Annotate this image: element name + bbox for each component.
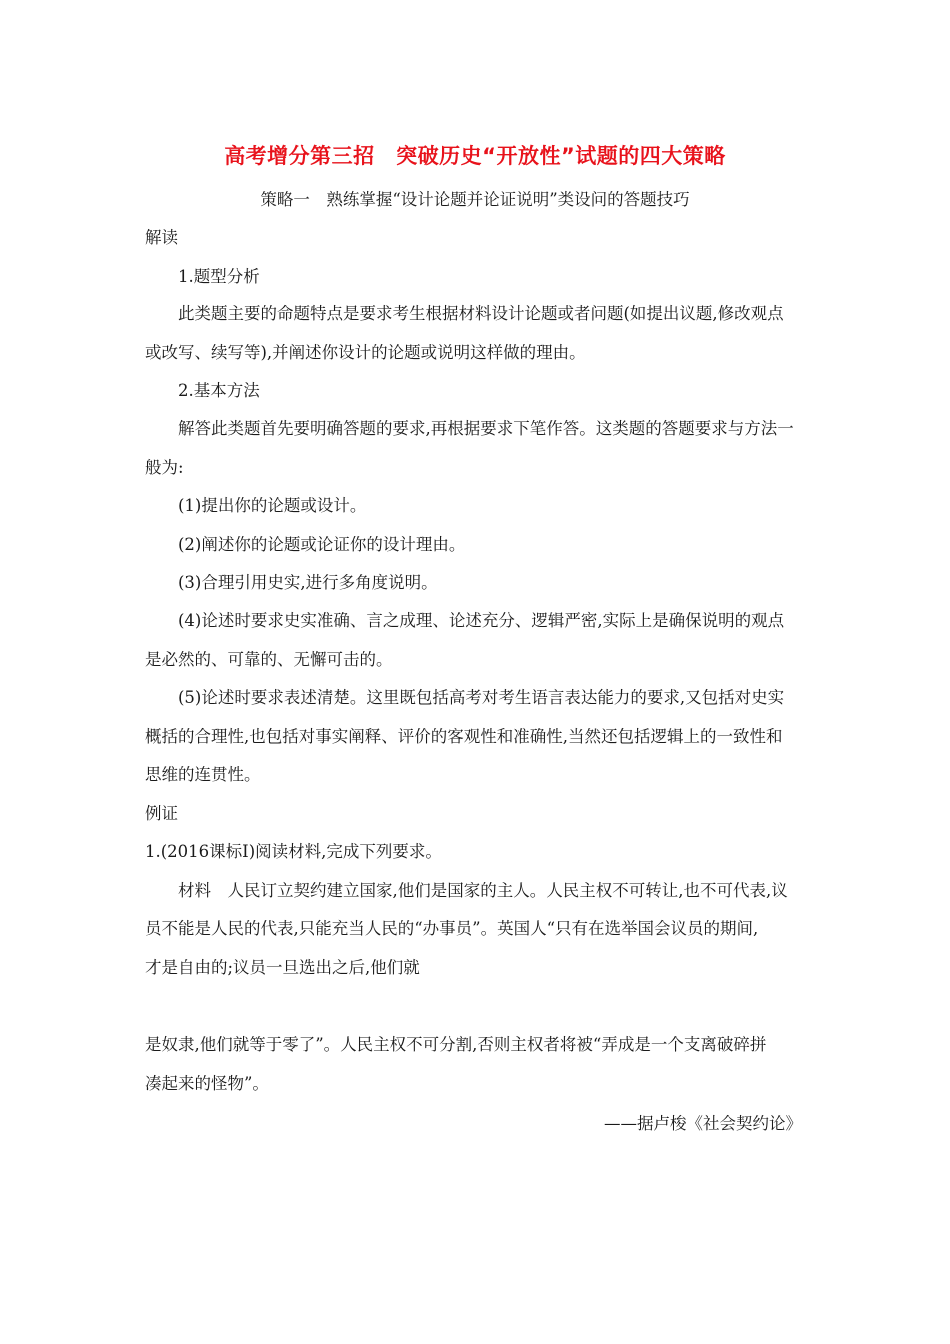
material-line: 员不能是人民的代表,只能充当人民的“办事员”。英国人“只有在选举国会议员的期间, — [145, 919, 759, 938]
paragraph-line: 此类题主要的命题特点是要求考生根据材料设计论题或者问题(如提出议题,修改观点 — [178, 304, 784, 323]
section-heading-jiedu: 解读 — [145, 228, 178, 247]
heading-basic-method: 2.基本方法 — [178, 381, 260, 400]
list-item-continued: 是必然的、可靠的、无懈可击的。 — [145, 650, 393, 669]
list-item: (1)提出你的论题或设计。 — [178, 496, 367, 515]
page-title: 高考增分第三招 突破历史“开放性”试题的四大策略 — [224, 144, 726, 168]
list-item-continued: 概括的合理性,也包括对事实阐释、评价的客观性和准确性,当然还包括逻辑上的一致性和 — [145, 727, 783, 746]
material-line: 是奴隶,他们就等于零了”。人民主权不可分割,否则主权者将被“弄成是一个支离破碎拼 — [145, 1035, 767, 1054]
question-stem: 1.(2016课标Ⅰ)阅读材料,完成下列要求。 — [145, 842, 442, 861]
list-item: (3)合理引用史实,进行多角度说明。 — [178, 573, 438, 592]
material-line: 材料 人民订立契约建立国家,他们是国家的主人。人民主权不可转让,也不可代表,议 — [178, 881, 788, 900]
list-item: (4)论述时要求史实准确、言之成理、论述充分、逻辑严密,实际上是确保说明的观点 — [178, 611, 785, 630]
paragraph-line: 或改写、续写等),并阐述你设计的论题或说明这样做的理由。 — [145, 343, 586, 362]
section-heading-lizheng: 例证 — [145, 804, 178, 823]
material-line: 凑起来的怪物”。 — [145, 1074, 269, 1093]
material-source: ——据卢梭《社会契约论》 — [604, 1114, 802, 1133]
list-item: (5)论述时要求表述清楚。这里既包括高考对考生语言表达能力的要求,又包括对史实 — [178, 688, 785, 707]
paragraph-line: 解答此类题首先要明确答题的要求,再根据要求下笔作答。这类题的答题要求与方法一 — [178, 419, 794, 438]
list-item: (2)阐述你的论题或论证你的设计理由。 — [178, 535, 466, 554]
material-line: 才是自由的;议员一旦选出之后,他们就 — [145, 958, 420, 977]
paragraph-line: 般为: — [145, 458, 184, 477]
list-item-continued: 思维的连贯性。 — [145, 765, 261, 784]
heading-question-type: 1.题型分析 — [178, 267, 260, 286]
strategy-subtitle: 策略一 熟练掌握“设计论题并论证说明”类设问的答题技巧 — [260, 190, 690, 209]
